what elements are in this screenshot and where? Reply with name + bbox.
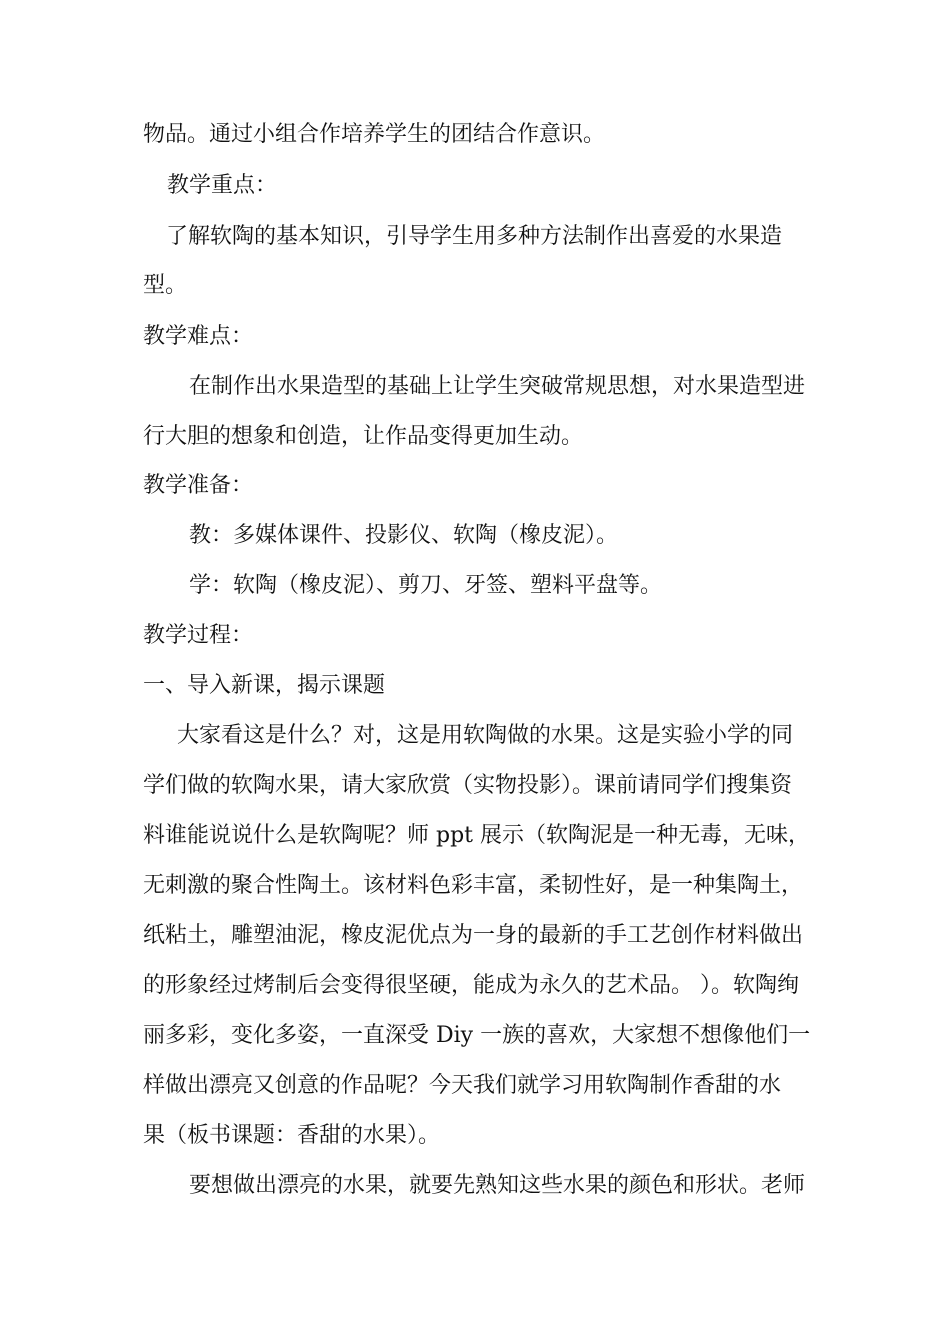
text-line: 物品。通过小组合作培养学生的团结合作意识。	[143, 122, 606, 147]
subsection-heading: 一、导入新课，揭示课题	[143, 673, 386, 698]
text-line: 果（板书课题：香甜的水果）。	[143, 1123, 441, 1148]
text-line: 的形象经过烤制后会变得很坚硬，能成为永久的艺术品。 ）。软陶绚	[143, 973, 799, 998]
section-heading-difficulties: 教学难点：	[143, 324, 254, 349]
text-line: 学：软陶（橡皮泥）、剪刀、牙签、塑料平盘等。	[189, 573, 663, 598]
text-line: 学们做的软陶水果，请大家欣赏（实物投影）。课前请同学们搜集资	[143, 773, 793, 798]
text-line: 在制作出水果造型的基础上让学生突破常规思想，对水果造型进	[189, 374, 806, 399]
section-heading-process: 教学过程：	[143, 623, 254, 648]
text-line: 教：多媒体课件、投影仪、软陶（橡皮泥）。	[189, 523, 619, 548]
text-line: 料谁能说说什么是软陶呢？师 ppt 展示（软陶泥是一种无毒，无味，	[143, 823, 810, 848]
text-line: 要想做出漂亮的水果，就要先熟知这些水果的颜色和形状。老师	[189, 1173, 806, 1198]
text-line: 样做出漂亮又创意的作品呢？今天我们就学习用软陶制作香甜的水	[143, 1073, 782, 1098]
text-line: 行大胆的想象和创造，让作品变得更加生动。	[143, 424, 584, 449]
section-heading-preparation: 教学准备：	[143, 473, 254, 498]
section-heading-key-points: 教学重点：	[167, 173, 278, 198]
text-line: 无刺激的聚合性陶土。该材料色彩丰富，柔韧性好，是一种集陶土，	[143, 873, 804, 898]
text-line: 型。	[143, 273, 188, 298]
text-line: 了解软陶的基本知识，引导学生用多种方法制作出喜爱的水果造	[166, 224, 783, 249]
text-line: 丽多彩，变化多姿，一直深受 Diy 一族的喜欢，大家想不想像他们一	[143, 1023, 811, 1048]
text-line: 纸粘土，雕塑油泥，橡皮泥优点为一身的最新的手工艺创作材料做出	[143, 923, 804, 948]
text-line: 大家看这是什么？对，这是用软陶做的水果。这是实验小学的同	[177, 723, 794, 748]
